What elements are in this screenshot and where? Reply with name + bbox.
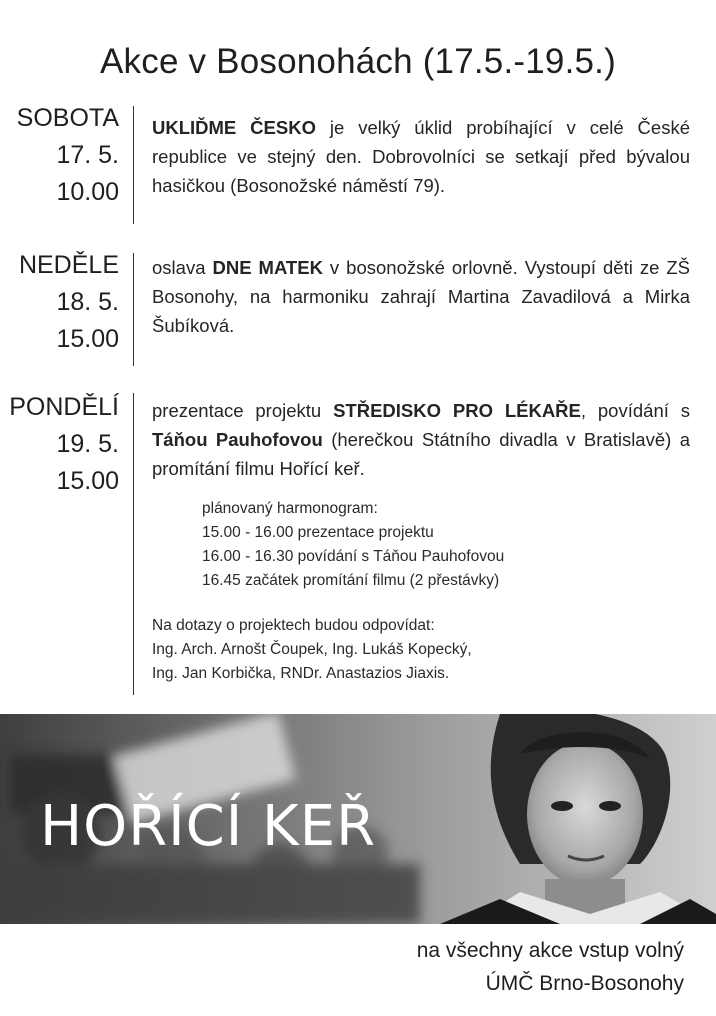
event-description: [152, 396, 690, 483]
schedule: [202, 497, 504, 593]
event-day: SOBOTA: [16, 104, 119, 132]
event-day: PONDĚLÍ: [9, 393, 119, 421]
contacts-line: Ing. Jan Korbička, RNDr. Anastazios Jiaxis.: [152, 665, 450, 682]
event-date: 19. 5.: [56, 430, 119, 458]
event-highlight: STŘEDISKO PRO LÉKAŘE: [333, 400, 581, 421]
contacts-line: Ing. Arch. Arnošt Čoupek, Ing. Lukáš Kopecký,: [152, 641, 472, 658]
event-highlight: DNE MATEK: [212, 257, 323, 278]
event-day-block: [17, 100, 119, 211]
event-text-lead: prezentace projektu: [152, 400, 334, 421]
event-day-block: [19, 247, 119, 358]
event-day-block: [9, 389, 119, 500]
contacts: [152, 614, 472, 686]
event-day: NEDĚLE: [18, 251, 119, 279]
divider-line: [133, 393, 134, 695]
footer: [417, 934, 684, 1000]
footer-admission: na všechny akce vstup volný: [416, 939, 684, 962]
event-time: 10.00: [56, 178, 119, 206]
guest-name: Táňou Pauhofovou: [152, 429, 323, 450]
event-date: 17. 5.: [56, 141, 119, 169]
film-title: HOŘÍCÍ KEŘ: [40, 794, 377, 859]
event-text: , povídání s: [580, 400, 690, 421]
divider-line: [133, 106, 134, 224]
contacts-heading: Na dotazy o projektech budou odpovídat:: [152, 617, 435, 634]
schedule-item: 15.00 - 16.00 prezentace projektu: [202, 524, 434, 541]
event-text: je velký úklid probíhající v celé České republice ve stejný den. Dobrovolníci se setkají před bývalou hasičkou (Bosonožské náměstí 79).: [152, 117, 690, 196]
event-description: [152, 253, 690, 340]
event-time: 15.00: [56, 467, 119, 495]
event-text-tail: (herečkou Státního divadla v Bratislavě) a promítání filmu Hořící keř.: [152, 429, 691, 479]
event-text: v bosonožské orlovně. Vystoupí děti ze ZŠ Bosonohy, na harmoniku zahrají Martina Zavadilová a Mirka Šubíková.: [152, 257, 690, 336]
divider-line: [133, 253, 134, 366]
schedule-item: 16.00 - 16.30 povídání s Táňou Pauhofovou: [202, 548, 505, 565]
schedule-heading: plánovaný harmonogram:: [202, 500, 378, 517]
event-description: [152, 113, 690, 200]
film-banner-image: [0, 714, 716, 924]
schedule-item: 16.45 začátek promítání filmu (2 přestávky): [202, 572, 500, 589]
footer-organizer: ÚMČ Brno-Bosonohy: [485, 972, 684, 995]
event-time: 15.00: [56, 325, 119, 353]
event-text-lead: oslava: [152, 257, 213, 278]
event-highlight: UKLIĎME ČESKO: [152, 117, 316, 138]
event-date: 18. 5.: [56, 288, 119, 316]
page-title: Akce v Bosonohách (17.5.-19.5.): [100, 42, 616, 81]
